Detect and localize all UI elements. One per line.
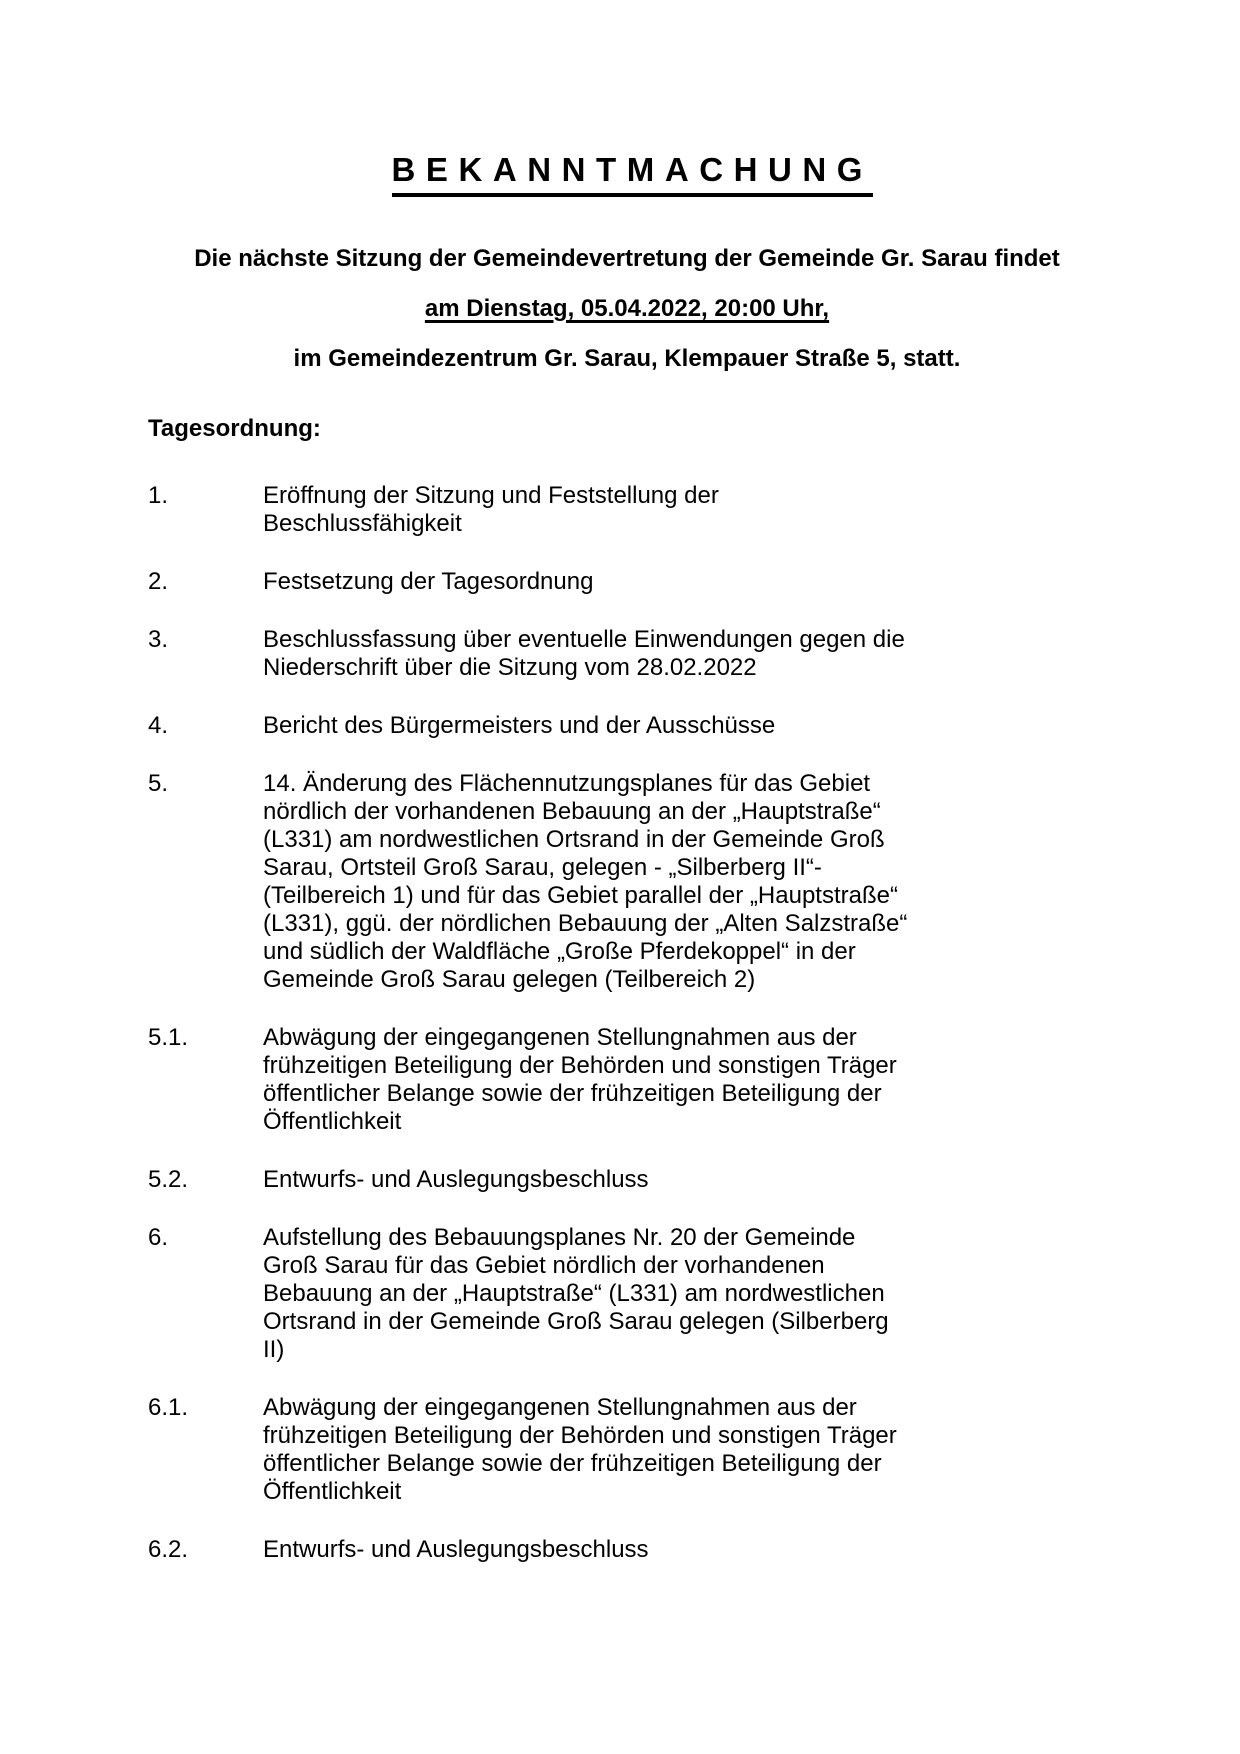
agenda-item-number: 6.1. xyxy=(148,1394,189,1421)
agenda-item-text: Abwägung der eingegangenen Stellungnahmen aus der frühzeitigen Beteiligung der Behörden und sonstigen Träger öffentlicher Belange sowie der frühzeitigen Beteiligung der Öffentlichkeit xyxy=(263,1024,897,1135)
intro-line-date-time: am Dienstag, 05.04.2022, 20:00 Uhr, xyxy=(424,295,830,322)
agenda-item-text: Festsetzung der Tagesordnung xyxy=(263,568,594,595)
agenda-item xyxy=(148,1224,1240,1364)
agenda-item-number: 4. xyxy=(148,712,169,739)
agenda-item xyxy=(148,1536,1240,1564)
agenda-item xyxy=(148,482,1240,538)
agenda-item-number: 3. xyxy=(148,626,169,653)
agenda-item-number: 5.2. xyxy=(148,1166,189,1193)
agenda-item-number: 1. xyxy=(148,482,169,509)
page-title xyxy=(14,150,1240,197)
agenda-item-number: 6. xyxy=(148,1224,169,1251)
agenda-section xyxy=(0,415,1240,1564)
agenda-item-text: Entwurfs- und Auslegungsbeschluss xyxy=(263,1536,649,1563)
agenda-item-text: Beschlussfassung über eventuelle Einwendungen gegen die Niederschrift über die Sitzung vom 28.02.2022 xyxy=(263,626,905,681)
agenda-list xyxy=(148,482,1240,1564)
agenda-item-text: Eröffnung der Sitzung und Feststellung der Beschlussfähigkeit xyxy=(263,482,719,537)
agenda-item xyxy=(148,568,1240,596)
agenda-item xyxy=(148,712,1240,740)
agenda-item xyxy=(148,770,1240,994)
agenda-item-number: 5. xyxy=(148,770,169,797)
intro-line-location: im Gemeindezentrum Gr. Sarau, Klempauer Straße 5, statt. xyxy=(293,345,961,372)
agenda-item-number: 2. xyxy=(148,568,169,595)
intro-line-session: Die nächste Sitzung der Gemeindevertretung der Gemeinde Gr. Sarau findet xyxy=(194,245,1060,272)
agenda-heading: Tagesordnung: xyxy=(148,415,321,442)
agenda-item-text: 14. Änderung des Flächennutzungsplanes für das Gebiet nördlich der vorhandenen Bebauung an der „Hauptstraße“ (L331) am nordwestlichen Ortsrand in der Gemeinde Groß Sarau, Ortsteil Groß Sarau, gelegen - „Silberberg II“- (Teilbereich 1) und für das Gebiet parallel der „Hauptstraße“ (L331), ggü. der nördlichen Bebauung der „Alten Salzstraße“ und südlich der Waldfläche „Große Pferdekoppel“ in der Gemeinde Groß Sarau gelegen (Teilbereich 2) xyxy=(263,770,908,993)
agenda-item-text: Bericht des Bürgermeisters und der Ausschüsse xyxy=(263,712,776,739)
page-title-text: BEKANNTMACHUNG xyxy=(392,150,873,197)
agenda-item xyxy=(148,1166,1240,1194)
agenda-item-text: Entwurfs- und Auslegungsbeschluss xyxy=(263,1166,649,1193)
agenda-item xyxy=(148,626,1240,682)
agenda-item xyxy=(148,1394,1240,1506)
agenda-item-number: 6.2. xyxy=(148,1536,189,1563)
agenda-item xyxy=(148,1024,1240,1136)
agenda-item-text: Abwägung der eingegangenen Stellungnahmen aus der frühzeitigen Beteiligung der Behörden und sonstigen Träger öffentlicher Belange sowie der frühzeitigen Beteiligung der Öffentlichkeit xyxy=(263,1394,897,1505)
agenda-item-text: Aufstellung des Bebauungsplanes Nr. 20 der Gemeinde Groß Sarau für das Gebiet nördlich der vorhandenen Bebauung an der „Hauptstraße“ (L331) am nordwestlichen Ortsrand in der Gemeinde Groß Sarau gelegen (Silberberg II) xyxy=(263,1224,889,1363)
agenda-item-number: 5.1. xyxy=(148,1024,189,1051)
document-header xyxy=(0,150,1240,373)
